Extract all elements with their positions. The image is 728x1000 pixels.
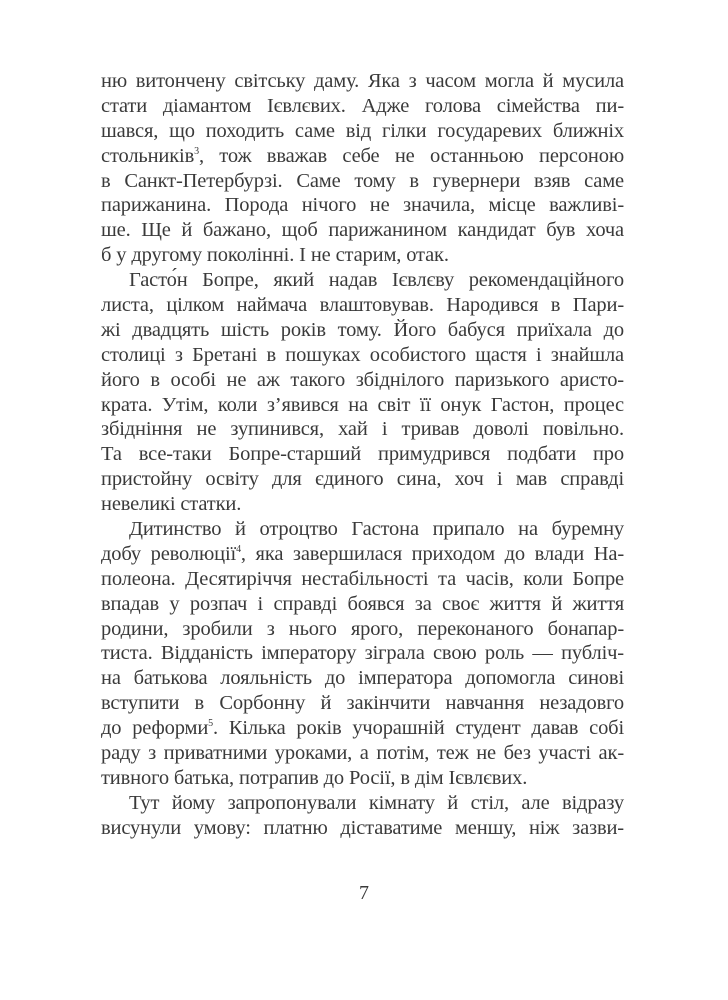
text-line: родини, зробили з нього ярого, переконаного бонапар- <box>101 617 624 640</box>
text-line: тиста. Відданість імператору зіграла свою роль — публіч- <box>101 642 624 665</box>
text-line: Дитинство й отроцтво Гастона припало на буремну <box>129 518 624 541</box>
text-line: листа, цілком наймача влаштовував. Народився в Пари- <box>101 294 624 317</box>
text-line: раду з приватними уроками, а потім, теж не без участі ак- <box>101 742 624 765</box>
text-line: його в особі не аж такого збіднілого паризького аристо- <box>101 368 624 391</box>
text-line: ню витончену світську даму. Яка з часом могла й мусила <box>101 70 624 92</box>
text-line: Тут йому запропонували кімнату й стіл, але відразу <box>129 791 624 814</box>
text-line: пристойну освіту для єдиного сина, хоч і мав справді <box>101 468 624 491</box>
text-line: шався, що походить саме від гілки государевих ближніх <box>101 119 624 142</box>
text-line: до реформи$^5$. Кілька років учорашній студент давав собі <box>101 717 625 740</box>
text-line: вступити в Сорбонну й закінчити навчання незадовго <box>101 692 624 715</box>
text-line: невеликі статки. <box>101 493 242 516</box>
paragraph <box>101 517 624 791</box>
page-number: 7 <box>359 882 369 904</box>
page-body <box>101 69 624 841</box>
footnote-marker[interactable]: 5 <box>208 718 214 730</box>
text-line: ше. Ще й бажано, щоб парижанином кандидат був хоча <box>101 219 624 242</box>
text-line: Гасто́н Бопре, який надав Ієвлєву рекомендаційного <box>129 269 624 292</box>
text-line: стати діамантом Ієвлєвих. Адже голова сімейства пи- <box>101 94 624 117</box>
text-line: б у другому поколінні. І не старим, отак. <box>101 244 449 267</box>
text-line: полеона. Десятиріччя нестабільності та часів, коли Бопре <box>101 567 624 590</box>
text-line: жі двадцять шість років тому. Його бабуся приїхала до <box>101 318 624 341</box>
paragraph <box>101 69 624 268</box>
paragraph <box>101 268 624 517</box>
footnote-marker[interactable]: 3 <box>194 145 199 157</box>
text-line: столиці з Бретані в пошуках особистого щастя і знайшла <box>101 343 624 366</box>
text-line: стольників$^3$, тож вважав себе не останньою персоною <box>101 144 624 167</box>
footnote-marker[interactable]: 4 <box>236 543 241 555</box>
text-line: парижанина. Порода нічого не значила, місце важливі- <box>101 194 624 217</box>
text-line: крата. Утім, коли з’явився на світ її онук Гастон, процес <box>101 393 624 416</box>
paragraph <box>101 791 624 841</box>
text-line: тивного батька, потрапив до Росії, в дім Ієвлєвих. <box>101 766 528 789</box>
text-line: на батькова лояльність до імператора допомогла синові <box>101 667 624 690</box>
text-line: добу революції$^4$, яка завершилася приходом до влади На- <box>101 542 624 565</box>
text-line: збідніння не зупинився, хай і тривав доволі повільно. <box>101 418 624 441</box>
text-line: висунули умову: платню діставатиме меншу, ніж зазви- <box>101 816 624 839</box>
text-line: впадав у розпач і справді боявся за своє життя й життя <box>101 592 624 615</box>
text-line: Та все-таки Бопре-старший примудрився подбати про <box>101 443 624 466</box>
text-line: в Санкт-Петербурзі. Саме тому в гувернери взяв саме <box>101 169 624 192</box>
